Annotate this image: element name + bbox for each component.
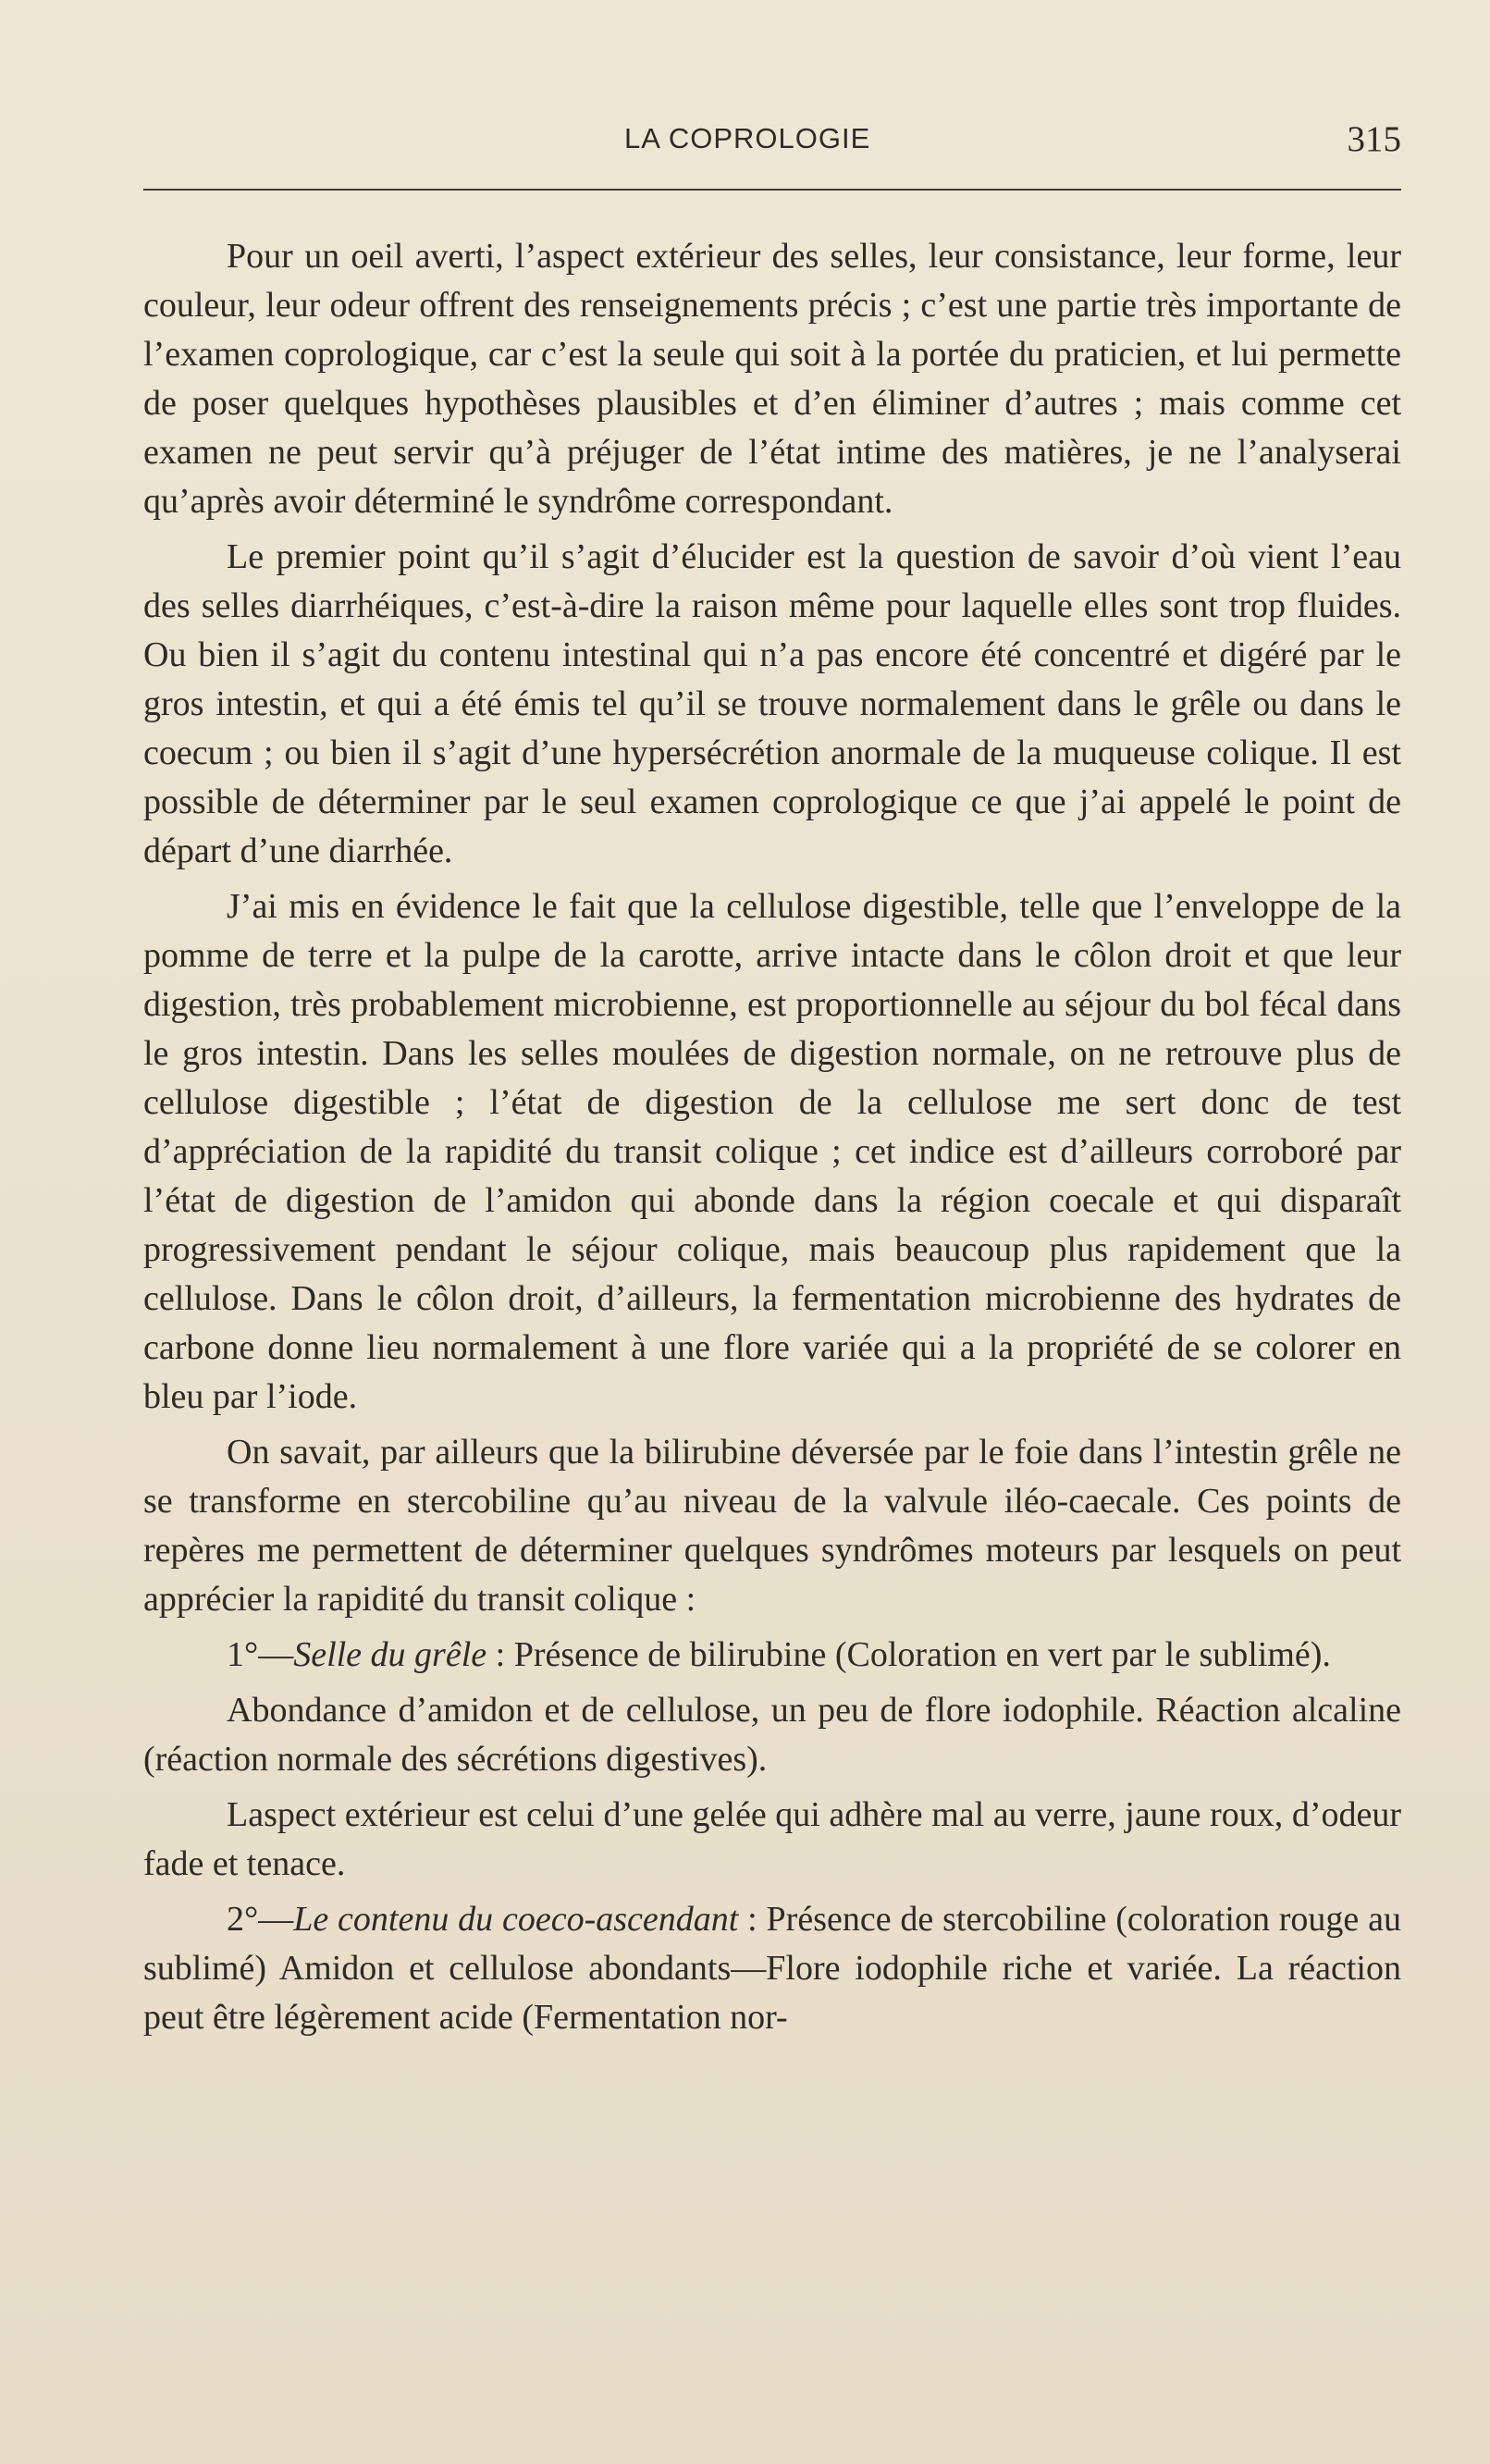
section-1-text: : Présence de bilirubine (Coloration en vert par le sublimé). (486, 1635, 1331, 1674)
paragraph-1: Pour un oeil averti, l’aspect extérieur des selles, leur consistance, leur forme, leur couleur, leur odeur offrent des renseignements précis ; c’est une partie très importante de l’examen coprologique, car c’est la seule qui soit à la portée du praticien, et lui permette de poser quelques hypothèses plausibles et d’en éliminer d’autres ; mais comme cet examen ne peut servir qu’à préjuger de l’état intime des matières, je ne l’analyserai qu’après avoir déterminé le syndrôme correspondant. (143, 237, 1401, 521)
section-1-number: 1°— (227, 1635, 294, 1674)
section-1-paragraph-2: Abondance d’amidon et de cellulose, un peu de flore iodophile. Réaction alcaline (réaction normale des sécrétions digestives). (143, 1691, 1401, 1779)
section-1-heading-paragraph (143, 1631, 1401, 1680)
section-1-title: Selle du grêle (293, 1635, 487, 1674)
page-header (143, 109, 1401, 191)
paragraph-4: On savait, par ailleurs que la bilirubine déversée par le foie dans l’intestin grêle ne se transforme en stercobiline qu’au niveau de la valvule iléo-caecale. Ces points de repères me permettent de déterminer quelques syndrômes moteurs par lesquels on peut apprécier la rapidité du transit colique : (143, 1433, 1401, 1619)
body-text (143, 232, 1401, 2049)
page-number: 315 (1347, 119, 1401, 159)
section-1-paragraph-3: Laspect extérieur est celui d’une gelée qui adhère mal au verre, jaune roux, d’odeur fade et tenace. (143, 1795, 1401, 1883)
section-2-heading-paragraph (143, 1895, 1401, 2042)
section-2-number: 2°— (227, 1900, 294, 1939)
section-2-text: : Présence de stercobiline (coloration rouge au sublimé) Amidon et cellulose abondants—Flore iodophile riche et variée. La réaction peut être légèrement acide (Fermentation nor- (143, 1900, 1401, 2037)
section-2-title: Le contenu du coeco-ascendant (293, 1900, 739, 1939)
paragraph-3: J’ai mis en évidence le fait que la cellulose digestible, telle que l’enveloppe de la pomme de terre et la pulpe de la carotte, arrive intacte dans le côlon droit et que leur digestion, très probablement microbienne, est proportionnelle au séjour du bol fécal dans le gros intestin. Dans les selles moulées de digestion normale, on ne retrouve plus de cellulose digestible ; l’état de digestion de la cellulose me sert donc de test d’appréciation de la rapidité du transit colique ; cet indice est d’ailleurs corroboré par l’état de digestion de l’amidon qui abonde dans la région coecale et qui disparaît progressivement pendant le séjour colique, mais beaucoup plus rapidement que la cellulose. Dans le côlon droit, d’ailleurs, la fermentation microbienne des hydrates de carbone donne lieu normalement à une flore variée qui a la propriété de se colorer en bleu par l’iode. (143, 887, 1401, 1416)
paragraph-2: Le premier point qu’il s’agit d’élucider est la question de savoir d’où vient l’eau des selles diarrhéiques, c’est-à-dire la raison même pour laquelle elles sont trop fluides. Ou bien il s’agit du contenu intestinal qui n’a pas encore été concentré et digéré par le gros intestin, et qui a été émis tel qu’il se trouve normalement dans le grêle ou dans le coecum ; ou bien il s’agit d’une hypersécrétion anormale de la muqueuse colique. Il est possible de déterminer par le seul examen coprologique ce que j’ai appelé le point de départ d’une diarrhée. (143, 537, 1401, 870)
running-title: LA COPROLOGIE (624, 122, 871, 154)
